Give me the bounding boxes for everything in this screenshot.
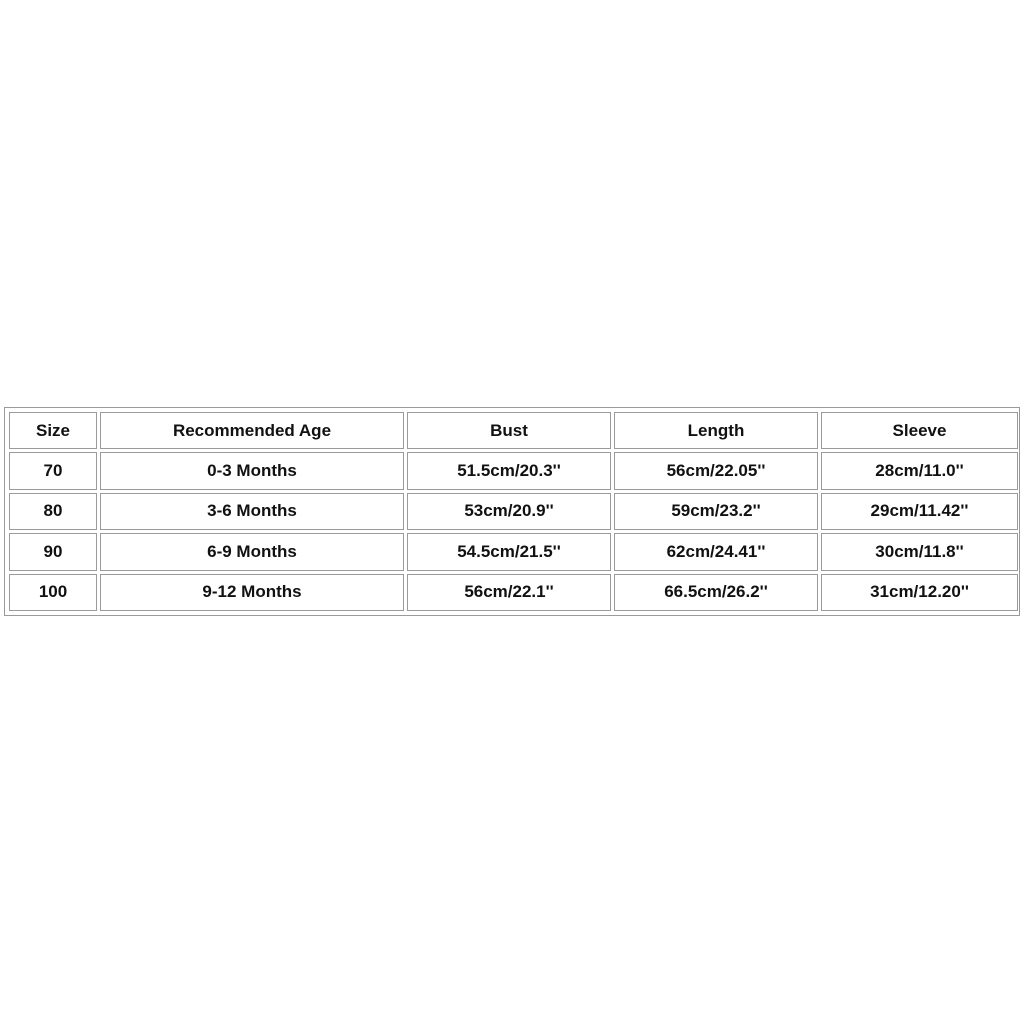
cell-sleeve: 29cm/11.42''	[821, 493, 1018, 530]
size-chart	[4, 407, 1020, 616]
table-header-row	[9, 412, 1018, 449]
cell-size: 70	[9, 452, 97, 489]
cell-bust: 56cm/22.1''	[407, 574, 611, 611]
cell-size: 100	[9, 574, 97, 611]
table-row	[9, 493, 1018, 530]
cell-length: 56cm/22.05''	[614, 452, 818, 489]
cell-recommended-age: 0-3 Months	[100, 452, 404, 489]
header-bust: Bust	[407, 412, 611, 449]
header-recommended-age: Recommended Age	[100, 412, 404, 449]
cell-size: 80	[9, 493, 97, 530]
table-row	[9, 533, 1018, 570]
table-row	[9, 574, 1018, 611]
header-length: Length	[614, 412, 818, 449]
cell-recommended-age: 3-6 Months	[100, 493, 404, 530]
cell-length: 66.5cm/26.2''	[614, 574, 818, 611]
cell-size: 90	[9, 533, 97, 570]
cell-length: 59cm/23.2''	[614, 493, 818, 530]
cell-length: 62cm/24.41''	[614, 533, 818, 570]
cell-bust: 53cm/20.9''	[407, 493, 611, 530]
size-chart-table	[6, 409, 1021, 614]
cell-bust: 54.5cm/21.5''	[407, 533, 611, 570]
header-sleeve: Sleeve	[821, 412, 1018, 449]
cell-bust: 51.5cm/20.3''	[407, 452, 611, 489]
cell-sleeve: 28cm/11.0''	[821, 452, 1018, 489]
cell-recommended-age: 9-12 Months	[100, 574, 404, 611]
cell-sleeve: 30cm/11.8''	[821, 533, 1018, 570]
cell-sleeve: 31cm/12.20''	[821, 574, 1018, 611]
cell-recommended-age: 6-9 Months	[100, 533, 404, 570]
header-size: Size	[9, 412, 97, 449]
table-row	[9, 452, 1018, 489]
